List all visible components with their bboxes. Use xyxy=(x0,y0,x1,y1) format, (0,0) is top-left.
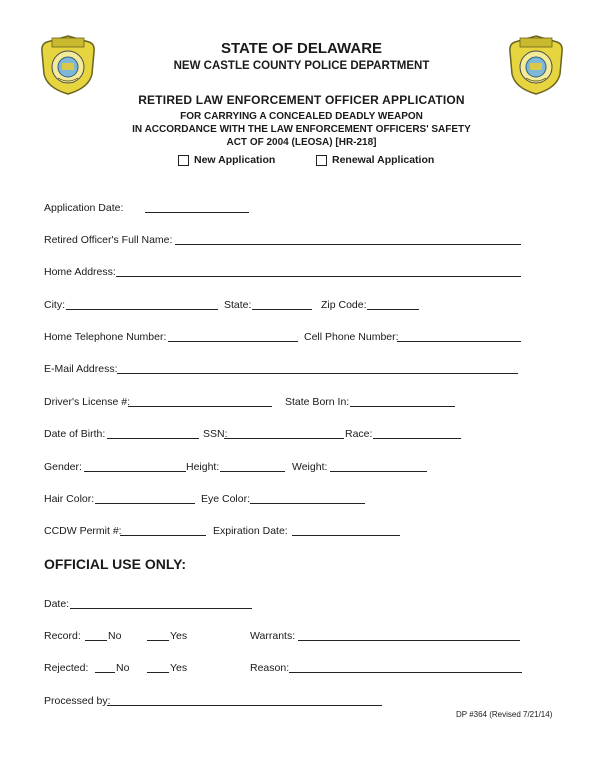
renewal-application-label: Renewal Application xyxy=(332,154,435,166)
gender-field[interactable] xyxy=(84,471,186,472)
rejected-label: Rejected: xyxy=(44,662,89,674)
drivers-license-field[interactable] xyxy=(128,406,272,407)
state-born-field[interactable] xyxy=(350,406,455,407)
application-date-label: Application Date: xyxy=(44,202,124,214)
warrants-label: Warrants: xyxy=(250,630,296,642)
rejected-yes-field[interactable] xyxy=(147,672,169,673)
record-no-field[interactable] xyxy=(85,640,107,641)
race-field[interactable] xyxy=(373,438,461,439)
record-no-label: No xyxy=(108,630,122,642)
city-field[interactable] xyxy=(66,309,218,310)
height-label: Height: xyxy=(186,461,220,473)
state-title: STATE OF DELAWARE xyxy=(220,40,383,57)
form-subtitle-3: ACT OF 2004 (LEOSA) [HR-218] xyxy=(226,137,377,148)
expiration-date-label: Expiration Date: xyxy=(213,525,288,537)
rejected-yes-label: Yes xyxy=(170,662,188,674)
official-date-label: Date: xyxy=(44,598,70,610)
state-born-label: State Born In: xyxy=(285,396,350,408)
weight-label: Weight: xyxy=(292,461,328,473)
form-title: RETIRED LAW ENFORCEMENT OFFICER APPLICATION xyxy=(138,93,465,107)
cell-phone-label: Cell Phone Number: xyxy=(304,331,399,343)
weight-field[interactable] xyxy=(330,471,427,472)
ccdw-permit-label: CCDW Permit #: xyxy=(44,525,122,537)
height-field[interactable] xyxy=(220,471,285,472)
record-yes-label: Yes xyxy=(170,630,188,642)
new-application-option[interactable] xyxy=(178,154,275,166)
new-application-checkbox[interactable] xyxy=(178,155,189,166)
expiration-date-field[interactable] xyxy=(292,535,400,536)
home-address-label: Home Address: xyxy=(44,266,116,278)
renewal-application-checkbox[interactable] xyxy=(316,155,327,166)
home-phone-label: Home Telephone Number: xyxy=(44,331,167,343)
date-of-birth-field[interactable] xyxy=(107,438,199,439)
new-application-label: New Application xyxy=(194,154,276,166)
home-address-field[interactable] xyxy=(116,276,521,277)
official-date-field[interactable] xyxy=(70,608,252,609)
form-subtitle-2: IN ACCORDANCE WITH THE LAW ENFORCEMENT OFFICERS' SAFETY xyxy=(132,124,471,135)
drivers-license-label: Driver's License #: xyxy=(44,396,131,408)
city-label: City: xyxy=(44,299,65,311)
ssn-label: SSN: xyxy=(203,428,228,440)
state-label: State: xyxy=(224,299,252,311)
full-name-label: Retired Officer's Full Name: xyxy=(44,234,173,246)
processed-by-field[interactable] xyxy=(107,705,382,706)
eye-color-label: Eye Color: xyxy=(201,493,251,505)
form-revision-footer: DP #364 (Revised 7/21/14) xyxy=(456,710,553,719)
rejected-no-field[interactable] xyxy=(95,672,115,673)
zip-code-label: Zip Code: xyxy=(321,299,367,311)
application-date-field[interactable] xyxy=(145,212,249,213)
department-title: NEW CASTLE COUNTY POLICE DEPARTMENT xyxy=(173,60,430,72)
warrants-field[interactable] xyxy=(298,640,520,641)
renewal-application-option[interactable] xyxy=(316,154,434,166)
hair-color-field[interactable] xyxy=(95,503,195,504)
email-label: E-Mail Address: xyxy=(44,363,118,375)
record-yes-field[interactable] xyxy=(147,640,169,641)
processed-by-label: Processed by: xyxy=(44,695,111,707)
email-field[interactable] xyxy=(117,373,518,374)
record-label: Record: xyxy=(44,630,81,642)
official-use-heading: OFFICIAL USE ONLY: xyxy=(44,556,187,572)
gender-label: Gender: xyxy=(44,461,82,473)
ccdw-permit-field[interactable] xyxy=(120,535,206,536)
date-of-birth-label: Date of Birth: xyxy=(44,428,106,440)
rejected-no-label: No xyxy=(116,662,130,674)
home-phone-field[interactable] xyxy=(168,341,298,342)
form-subtitle-1: FOR CARRYING A CONCEALED DEADLY WEAPON xyxy=(180,111,423,122)
hair-color-label: Hair Color: xyxy=(44,493,95,505)
state-field[interactable] xyxy=(252,309,312,310)
race-label: Race: xyxy=(345,428,373,440)
zip-code-field[interactable] xyxy=(367,309,419,310)
eye-color-field[interactable] xyxy=(250,503,365,504)
full-name-field[interactable] xyxy=(175,244,521,245)
ssn-field[interactable] xyxy=(224,438,344,439)
reason-field[interactable] xyxy=(289,672,522,673)
reason-label: Reason: xyxy=(250,662,290,674)
cell-phone-field[interactable] xyxy=(397,341,521,342)
